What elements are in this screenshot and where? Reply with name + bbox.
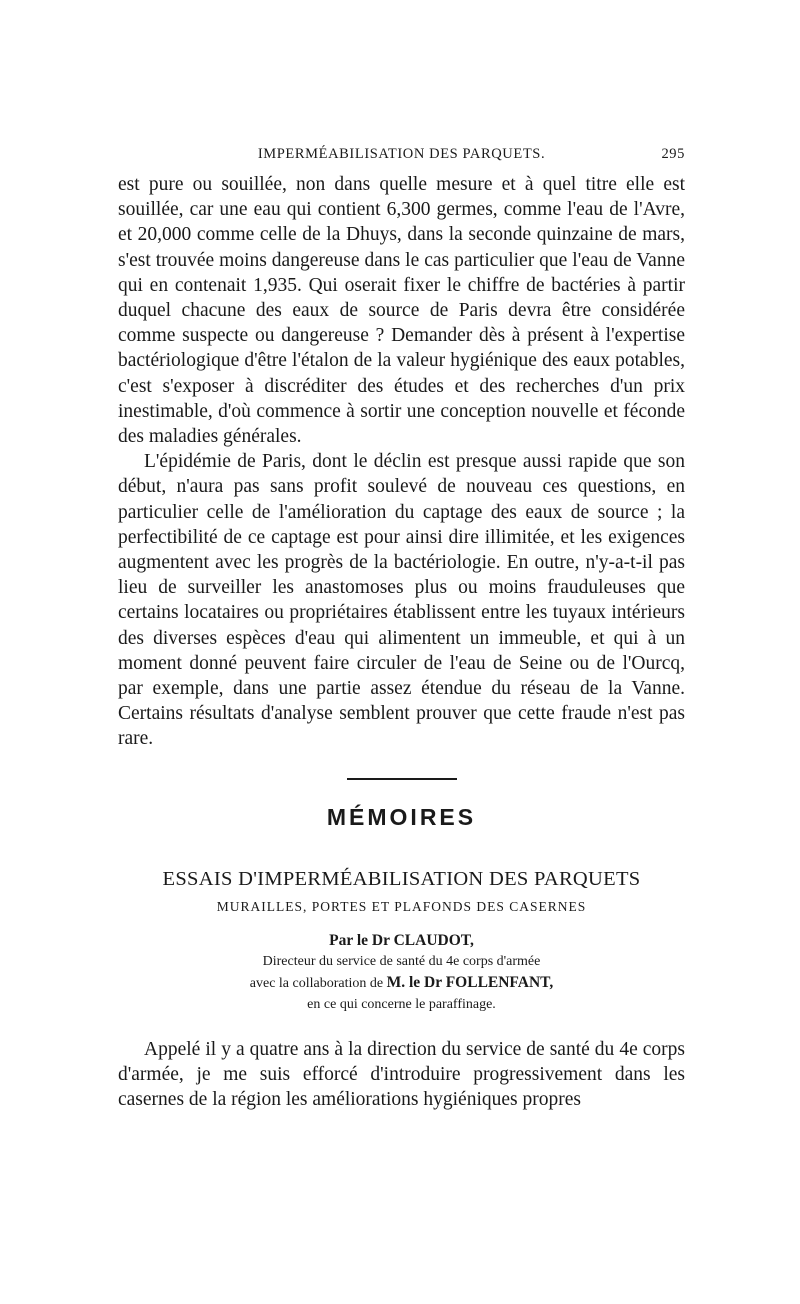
article-title: ESSAIS D'IMPERMÉABILISATION DES PARQUETS — [162, 867, 641, 890]
section-divider — [347, 778, 457, 780]
body-text — [118, 172, 685, 752]
paragraph-epidemie: L'épidémie de Paris, dont le déclin est presque aussi rapide que son début, n'aura pas sans profit soulevé de nouveau ces questions, en particulier celle de l'amélioration du captage des eaux de source ; la perfectibilité de ce captage est pour ainsi dire illimitée, et les exigences augmentent avec les progrès de la bactériologie. En outre, n'y-a-t-il pas lieu de surveiller les anastomoses plus ou moins frauduleuses que certains locataires ou propriétaires établissent entre les tuyaux intérieurs des diverses espèces d'eau qui alimentent un immeuble, et qui à un moment donné peuvent faire circuler de l'eau de Seine ou de l'Ourcq, par exemple, dans une partie assez étendue du réseau de la Vanne. Certains résultats d'analyse semblent prouver que cette fraude n'est pas rare. — [118, 451, 685, 750]
page-number: 295 — [661, 146, 685, 162]
document-page — [118, 146, 685, 1112]
byline-collab-name: M. le Dr FOLLENFANT, — [386, 973, 554, 991]
byline-collaboration — [118, 972, 685, 995]
paragraph-continuation: est pure ou souillée, non dans quelle mesure et à quel titre elle est souillée, car une eau qui contient 6,300 germes, comme l'eau de l'Avre, et 20,000 comme celle de la Dhuys, dans la seconde quinzaine de mars, s'est trouvée moins dangereuse dans le cas particulier que l'eau de Vanne qui en contenait 1,935. Qui oserait fixer le chiffre de bactéries à partir duquel chacune des eaux de source de Paris devra être considérée comme suspecte ou dangereuse ? Demander dès à présent à l'expertise bactériologique d'être l'étalon de la valeur hygiénique des eaux potables, c'est s'exposer à discréditer des études et des recherches d'un prix inestimable, d'où commence à sortir une conception nouvelle et féconde des maladies générales. — [118, 174, 685, 448]
running-title: IMPERMÉABILISATION DES PARQUETS. — [257, 146, 546, 162]
byline-scope: en ce qui concerne le paraffinage. — [307, 996, 496, 1012]
byline-author: Par le Dr CLAUDOT, — [329, 931, 474, 949]
opening-paragraph: Appelé il y a quatre ans à la direction du service de santé du 4e corps d'armée, je me suis efforcé d'introduire progressivement dans les casernes de la région les améliorations hygiéniques propres — [118, 1038, 685, 1111]
running-header — [118, 146, 685, 172]
article-body — [118, 1037, 685, 1113]
byline-collab-prefix: avec la collaboration de — [249, 975, 384, 991]
section-title: MÉMOIRES — [326, 803, 477, 830]
byline-role: Directeur du service de santé du 4e corps d'armée — [262, 953, 541, 969]
article-subtitle: MURAILLES, PORTES ET PLAFONDS DES CASERNES — [216, 898, 587, 914]
